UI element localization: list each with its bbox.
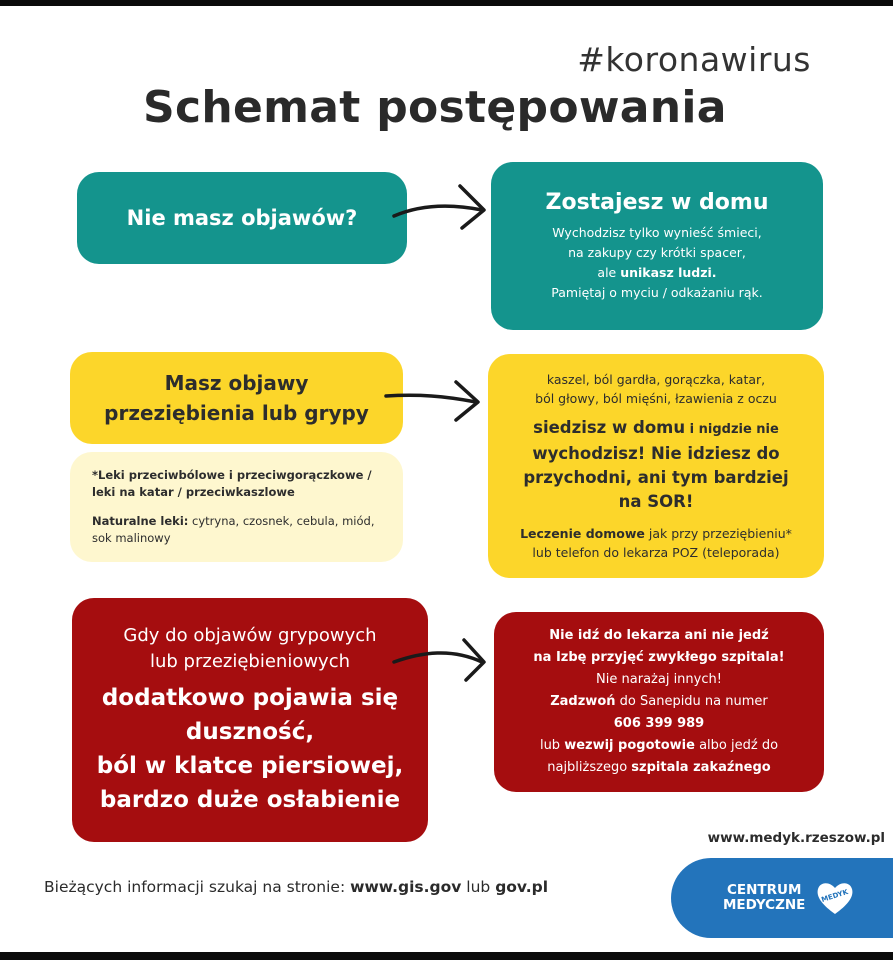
stay-home-line: Pamiętaj o myciu / odkażaniu rąk. [551,284,763,300]
page-title: Schemat postępowania [143,82,727,133]
warning-line: Nie narażaj innych! [596,672,722,687]
stay-home-line: na zakupy czy krótki spacer, [568,244,746,260]
stay-home-box [491,162,823,330]
hashtag: #koronawirus [577,40,811,79]
logo-text: MEDYCZNE [723,897,806,913]
medicine-notes-box [70,452,403,562]
top-border [0,0,893,6]
natural-medicine-note: Naturalne leki: cytryna, czosnek, cebula, miód, sok malinowy [92,514,375,545]
medicine-note: *Leki przeciwbólowe i przeciwgorączkowe / leki na katar / przeciwkaszlowe [92,468,372,499]
arrow-icon [384,378,484,428]
heart-icon: MEDYK [815,880,855,916]
no-symptoms-box [77,172,407,264]
symptoms-list: kaszel, ból gardła, gorączka, katar, [546,372,766,387]
stay-home-symptoms-box [488,354,824,578]
treatment-info: Leczenie domowe jak przy przeziębieniu* [520,526,792,541]
symptoms-list: ból głowy, ból mięśni, łzawienia z oczu [535,391,777,406]
warning-line: na Izbę przyjęć zwykłego szpitala! [533,650,785,665]
severe-symptom: ból w klatce piersiowej, [96,753,404,779]
phone-number: 606 399 989 [613,716,705,731]
cold-flu-question: przeziębienia lub grypy [104,401,369,425]
severe-symptoms-box [72,598,428,842]
call-sanepid-box [494,612,824,792]
cold-flu-box [70,352,403,444]
severe-symptom: duszność, [185,719,315,745]
treatment-info: lub telefon do lekarza POZ (teleporada) [532,545,780,560]
centrum-medyczne-logo [671,858,893,938]
ambulance-instruction: lub wezwij pogotowie albo jedź do [539,738,779,753]
no-symptoms-question: Nie masz objawów? [126,206,358,230]
gis-link[interactable]: www.gis.gov [350,878,462,896]
call-instruction: Zadzwoń do Sanepidu na numer [550,694,768,709]
warning-line: Nie idź do lekarza ani nie jedź [549,628,769,643]
stay-home-line: Wychodzisz tylko wynieść śmieci, [552,224,762,240]
severe-symptom: bardzo duże osłabienie [99,787,401,813]
website-link[interactable]: www.medyk.rzeszow.pl [707,830,885,846]
severe-symptoms-intro: lub przeziębieniowych [149,651,351,672]
severe-symptom: dodatkowo pojawia się [101,685,399,711]
footer-info: Bieżących informacji szukaj na stronie: www.gis.gov lub gov.pl [44,878,549,896]
arrow-icon [392,636,492,686]
cold-flu-question: Masz objawy [164,371,309,395]
stay-home-heading: Zostajesz w domu [545,189,769,215]
arrow-icon [392,182,492,232]
hospital-instruction: najbliższego szpitala zakaźnego [547,760,771,775]
bottom-border [0,952,893,960]
gov-link[interactable]: gov.pl [495,878,549,896]
logo-text: CENTRUM [726,882,802,898]
severe-symptoms-intro: Gdy do objawów grypowych [123,625,377,646]
stay-home-instruction: siedzisz w domu i nigdzie nie wychodzisz! Nie idziesz do przychodni, ani tym bardziej na SOR! [523,418,789,511]
stay-home-line: ale unikasz ludzi. [597,264,717,280]
